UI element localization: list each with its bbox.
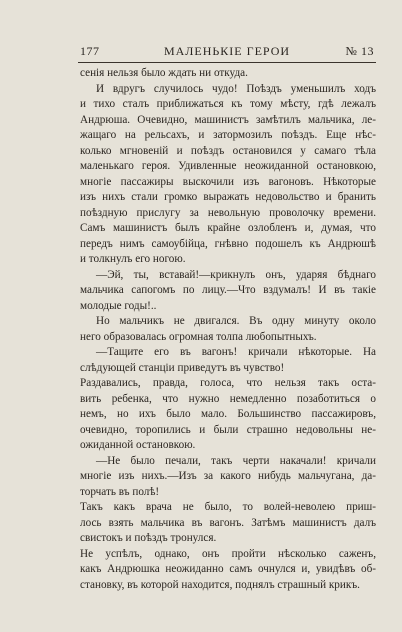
text-line: ожиданной остановкою. [80, 439, 196, 451]
paragraph [80, 345, 376, 376]
text-line: И вдругъ случилось чудо! Поѣздъ уменьшилъ ходъ [96, 82, 376, 95]
paragraph [80, 66, 376, 82]
running-header [80, 44, 374, 62]
paragraph [80, 500, 376, 547]
text-line: свистокъ и поѣздъ тронулся. [80, 532, 217, 544]
text-line: Раздавались, правда, голоса, что нельзя такъ оста- [80, 377, 376, 389]
header-rule [78, 62, 376, 63]
body-text [80, 66, 376, 593]
text-line: и тихо сталъ приближаться къ тому мѣсту, гдѣ лежалъ [80, 98, 376, 110]
text-line: передъ нимъ самоубійца, гнѣвно подошелъ къ Андрюшѣ [80, 237, 376, 250]
text-line: многіе пассажиры выскочили изъ вагоновъ. Нѣкоторые [80, 175, 376, 188]
text-line: становку, въ которой находится, поднялъ страшный крикъ. [80, 578, 360, 591]
text-line: мальчика сапогомъ по лицу.—Что вздумалъ! И въ такіе [80, 284, 376, 296]
text-line: вить ребенка, что нужно немедленно позаботиться о [80, 392, 376, 405]
text-line: изъ нихъ стали громко выражать недовольство и бранить [80, 191, 376, 203]
text-line: Такъ какъ врача не было, то волей-неволею приш- [80, 501, 376, 513]
text-line: торчать въ полѣ! [80, 485, 160, 498]
text-line: многіе изъ нихъ.—Изъ за какого нибудь мальчугана, да- [80, 470, 376, 482]
paragraph [80, 547, 376, 594]
paragraph [80, 376, 376, 454]
text-line: маленькаго героя. Удивленные неожиданной остановкою, [80, 160, 376, 172]
text-line: немъ, но ихъ было мало. Большинство пассажировъ, [80, 408, 376, 420]
running-title: МАЛЕНЬКІЕ ГЕРОИ [163, 44, 291, 58]
text-line: сенія нельзя было ждать ни откуда. [80, 67, 248, 79]
text-line: и толкнулъ его ногою. [80, 253, 186, 265]
issue-number: № 13 [345, 44, 374, 58]
text-line: —Тащите его въ вагонъ! кричали нѣкоторые. На [96, 346, 376, 358]
page-number: 177 [80, 44, 100, 58]
text-line: колько мгновеній и поѣздъ остановился у самаго тѣла [80, 144, 376, 157]
paragraph [80, 314, 376, 345]
text-line: жащаго на рельсахъ, и затормозилъ поѣздъ. Еще нѣс- [80, 129, 376, 141]
paragraph [80, 268, 376, 315]
text-line: лось взять мальчика въ вагонъ. Затѣмъ машинистъ далъ [80, 516, 376, 529]
text-line: очевидно, торопились и были страшно недовольны не- [80, 423, 376, 436]
text-line: слѣдующей станціи приведутъ въ чувство! [80, 361, 285, 374]
text-line: —Эй, ты, вставай!—крикнулъ онъ, ударяя бѣднаго [96, 268, 376, 281]
paragraph [80, 82, 376, 268]
text-line: Самъ машинистъ былъ крайне озлобленъ и, думая, что [80, 222, 376, 234]
text-line: молодые годы!.. [80, 299, 157, 312]
text-line: Но мальчикъ не двигался. Въ одну минуту около [96, 315, 376, 327]
text-line: какъ Андрюшка неожиданно самъ очнулся и, увидѣвъ об- [80, 563, 376, 575]
paragraph [80, 454, 376, 501]
text-line: —Не было печали, такъ черти накачали! кричали [96, 454, 376, 467]
text-line: поѣздную прислугу за невольную проволочку времени. [80, 206, 376, 219]
text-line: Не успѣлъ, однако, онъ пройти нѣсколько саженъ, [80, 547, 376, 560]
text-line: него образовалась огромная толпа любопытныхъ. [80, 330, 317, 343]
text-line: Андрюша. Очевидно, машинистъ замѣтилъ мальчика, ле- [80, 113, 376, 126]
